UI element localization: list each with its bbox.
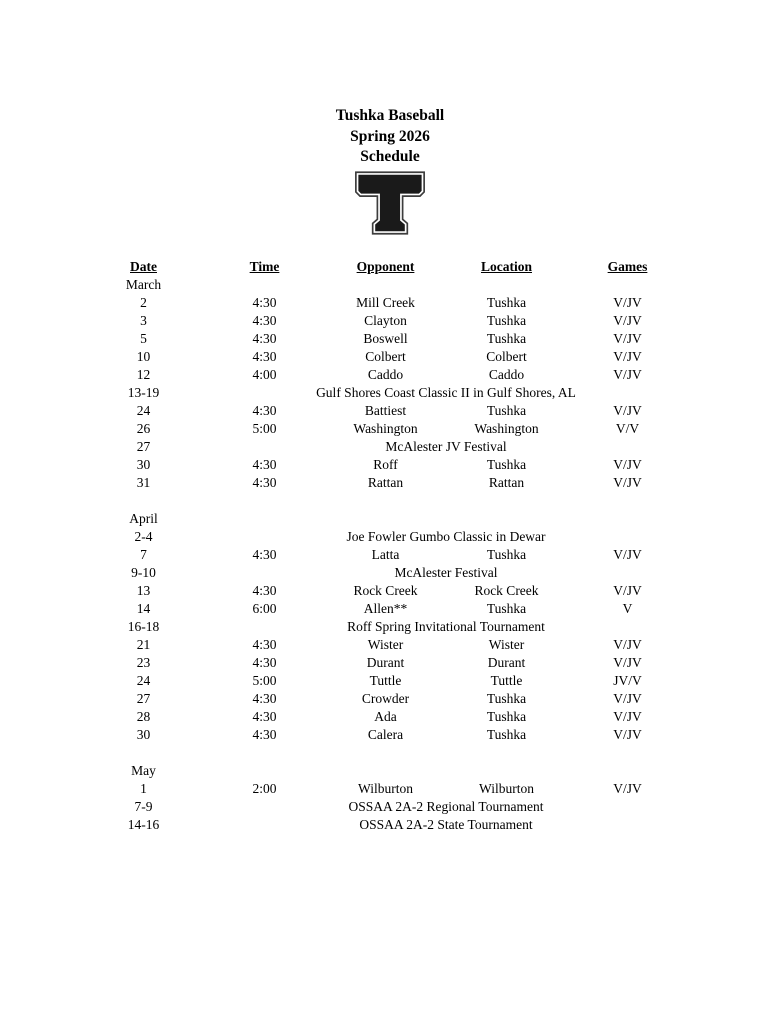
month-label: April: [129, 510, 158, 526]
location-cell: Tushka: [486, 708, 527, 724]
schedule-table-header: [83, 258, 688, 276]
time-cell: 4:30: [252, 294, 277, 310]
opponent-cell: Roff: [373, 456, 398, 472]
event-cell: OSSAA 2A-2 Regional Tournament: [348, 798, 544, 814]
team-logo: [0, 170, 780, 236]
event-cell: Joe Fowler Gumbo Classic in Dewar: [346, 528, 546, 544]
month-label: March: [125, 276, 162, 292]
time-cell: 5:00: [252, 420, 277, 436]
game-row: [83, 654, 688, 672]
game-row: [83, 582, 688, 600]
date-cell: 30: [136, 456, 151, 472]
location-cell: Tuttle: [490, 672, 523, 688]
date-cell: 16-18: [127, 618, 160, 634]
column-header-time: Time: [249, 258, 280, 274]
time-cell: 4:30: [252, 546, 277, 562]
time-cell: 4:30: [252, 690, 277, 706]
date-cell: 13: [136, 582, 151, 598]
date-cell: 14-16: [127, 816, 160, 832]
games-cell: V/JV: [613, 654, 642, 670]
game-row: [83, 294, 688, 312]
game-row: [83, 348, 688, 366]
location-cell: Tushka: [486, 330, 527, 346]
title-block: [0, 0, 780, 168]
time-cell: 5:00: [252, 672, 277, 688]
event-row: [83, 384, 688, 402]
opponent-cell: Washington: [353, 420, 418, 436]
event-row: [83, 528, 688, 546]
column-header-opponent: Opponent: [356, 258, 415, 274]
empty-cell: [325, 762, 446, 780]
date-cell: 21: [136, 636, 151, 652]
location-cell: Tushka: [486, 600, 527, 616]
date-cell: 28: [136, 708, 151, 724]
time-cell: 6:00: [252, 600, 277, 616]
location-cell: Rattan: [488, 474, 525, 490]
empty-cell: [204, 762, 325, 780]
event-row: [83, 798, 688, 816]
date-cell: 24: [136, 672, 151, 688]
location-cell: Tushka: [486, 402, 527, 418]
empty-cell: [204, 510, 325, 528]
empty-cell: [446, 276, 567, 294]
game-row: [83, 312, 688, 330]
date-cell: 2-4: [134, 528, 153, 544]
date-cell: 12: [136, 366, 151, 382]
time-cell: 4:30: [252, 708, 277, 724]
location-cell: Tushka: [486, 456, 527, 472]
games-cell: V/JV: [613, 636, 642, 652]
event-cell: OSSAA 2A-2 State Tournament: [359, 816, 533, 832]
month-row: [83, 762, 688, 780]
event-row: [83, 564, 688, 582]
time-cell: 4:30: [252, 402, 277, 418]
month-label: May: [131, 762, 156, 778]
games-cell: V/JV: [613, 690, 642, 706]
month-row: [83, 510, 688, 528]
event-row: [83, 618, 688, 636]
date-cell: 3: [140, 312, 147, 328]
spacer-row: [83, 744, 688, 762]
date-cell: 7: [140, 546, 147, 562]
game-row: [83, 636, 688, 654]
opponent-cell: Allen**: [363, 600, 408, 616]
opponent-cell: Caddo: [367, 366, 404, 382]
doc-subtitle-schedule: Schedule: [360, 148, 420, 165]
time-cell: 2:00: [252, 780, 277, 796]
location-cell: Tushka: [486, 294, 527, 310]
games-cell: JV/V: [613, 672, 642, 688]
time-cell: 4:30: [252, 312, 277, 328]
date-cell: 24: [136, 402, 151, 418]
games-cell: V/JV: [613, 726, 642, 742]
date-cell: 14: [136, 600, 151, 616]
event-cell: Roff Spring Invitational Tournament: [347, 618, 545, 634]
doc-title: Tushka Baseball: [335, 107, 445, 124]
location-cell: Wister: [488, 636, 525, 652]
event-cell: McAlester Festival: [394, 564, 498, 580]
games-cell: V/JV: [613, 294, 642, 310]
date-cell: 9-10: [131, 564, 156, 580]
location-cell: Tushka: [486, 690, 527, 706]
games-cell: V/JV: [613, 780, 642, 796]
games-cell: V/JV: [613, 312, 642, 328]
opponent-cell: Latta: [371, 546, 400, 562]
empty-cell: [446, 762, 567, 780]
date-cell: 5: [140, 330, 147, 346]
empty-cell: [567, 762, 688, 780]
game-row: [83, 672, 688, 690]
column-header-location: Location: [480, 258, 532, 274]
date-cell: 7-9: [134, 798, 153, 814]
opponent-cell: Tuttle: [369, 672, 402, 688]
game-row: [83, 708, 688, 726]
spacer-cell: [83, 492, 688, 510]
games-cell: V/JV: [613, 708, 642, 724]
game-row: [83, 780, 688, 798]
empty-cell: [325, 510, 446, 528]
location-cell: Durant: [487, 654, 526, 670]
games-cell: V/JV: [613, 366, 642, 382]
games-cell: V/JV: [613, 456, 642, 472]
event-cell: Gulf Shores Coast Classic II in Gulf Shores, AL: [316, 384, 576, 400]
games-cell: V/JV: [613, 582, 642, 598]
opponent-cell: Crowder: [361, 690, 410, 706]
time-cell: 4:30: [252, 348, 277, 364]
opponent-cell: Durant: [366, 654, 405, 670]
game-row: [83, 420, 688, 438]
time-cell: 4:30: [252, 582, 277, 598]
location-cell: Caddo: [488, 366, 525, 382]
opponent-cell: Ada: [374, 708, 397, 724]
game-row: [83, 690, 688, 708]
game-row: [83, 726, 688, 744]
empty-cell: [446, 510, 567, 528]
doc-subtitle-season: Spring 2026: [350, 127, 430, 145]
time-cell: 4:30: [252, 636, 277, 652]
game-row: [83, 600, 688, 618]
empty-cell: [204, 276, 325, 294]
game-row: [83, 330, 688, 348]
location-cell: Tushka: [486, 546, 527, 562]
date-cell: 27: [136, 690, 151, 706]
date-cell: 1: [140, 780, 147, 796]
location-cell: Tushka: [486, 312, 527, 328]
opponent-cell: Clayton: [364, 312, 407, 328]
opponent-cell: Wilburton: [358, 780, 413, 796]
date-cell: 2: [140, 294, 147, 310]
spacer-row: [83, 492, 688, 510]
opponent-cell: Boswell: [363, 330, 408, 346]
games-cell: V/JV: [613, 474, 642, 490]
time-cell: 4:00: [252, 366, 277, 382]
location-cell: Rock Creek: [474, 582, 539, 598]
empty-cell: [567, 510, 688, 528]
game-row: [83, 402, 688, 420]
location-cell: Washington: [474, 420, 539, 436]
month-row: [83, 276, 688, 294]
location-cell: Tushka: [486, 726, 527, 742]
date-cell: 23: [136, 654, 151, 670]
location-cell: Colbert: [486, 348, 527, 364]
opponent-cell: Colbert: [365, 348, 406, 364]
time-cell: 4:30: [252, 654, 277, 670]
event-row: [83, 438, 688, 456]
date-cell: 31: [136, 474, 151, 490]
game-row: [83, 546, 688, 564]
date-cell: 27: [136, 438, 151, 454]
opponent-cell: Rattan: [367, 474, 404, 490]
games-cell: V/V: [615, 420, 640, 436]
time-cell: 4:30: [252, 726, 277, 742]
opponent-cell: Calera: [367, 726, 404, 742]
opponent-cell: Wister: [367, 636, 404, 652]
date-cell: 13-19: [127, 384, 160, 400]
games-cell: V/JV: [613, 330, 642, 346]
spacer-cell: [83, 744, 688, 762]
block-t-logo-icon: [353, 170, 427, 236]
column-header-games: Games: [607, 258, 648, 274]
games-cell: V/JV: [613, 348, 642, 364]
time-cell: 4:30: [252, 456, 277, 472]
time-cell: 4:30: [252, 474, 277, 490]
game-row: [83, 366, 688, 384]
opponent-cell: Mill Creek: [356, 294, 415, 310]
date-cell: 10: [136, 348, 151, 364]
empty-cell: [567, 276, 688, 294]
column-header-date: Date: [130, 258, 157, 274]
event-cell: McAlester JV Festival: [385, 438, 507, 454]
date-cell: 26: [136, 420, 151, 436]
event-row: [83, 816, 688, 834]
location-cell: Wilburton: [479, 780, 534, 796]
games-cell: V/JV: [613, 402, 642, 418]
date-cell: 30: [136, 726, 151, 742]
opponent-cell: Rock Creek: [353, 582, 418, 598]
games-cell: V/JV: [613, 546, 642, 562]
empty-cell: [325, 276, 446, 294]
game-row: [83, 456, 688, 474]
games-cell: V: [622, 600, 633, 616]
game-row: [83, 474, 688, 492]
time-cell: 4:30: [252, 330, 277, 346]
opponent-cell: Battiest: [364, 402, 407, 418]
schedule-table: [83, 258, 688, 834]
